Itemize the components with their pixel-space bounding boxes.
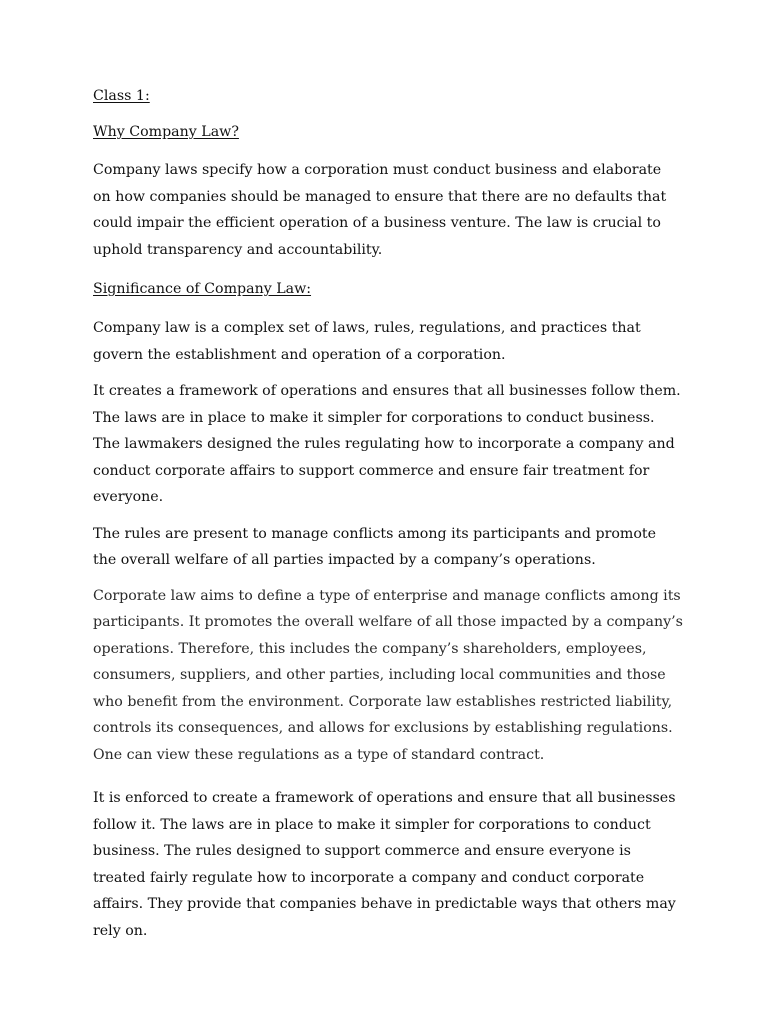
document-body	[93, 86, 683, 944]
paragraph-enforcement: It is enforced to create a framework of operations and ensure that all businesses follow it. The laws are in place to make it simpler for corporations to conduct business. The rules designed to support commerce and ensure everyone is treated fairly regulate how to incorporate a company and conduct corporate affairs. They provide that companies behave in predictable ways that others may rely on.	[93, 790, 676, 939]
paragraph-definition: Company law is a complex set of laws, rules, regulations, and practices that govern the establishment and operation of a corporation.	[93, 320, 641, 363]
paragraph-corporate-law: Corporate law aims to define a type of enterprise and manage conflicts among its participants. It promotes the overall welfare of all those impacted by a company’s operations. Therefore, this includes the company’s shareholders, employees, consumers, suppliers, and other parties, including local communities and those who benefit from the environment. Corporate law establishes restricted liability, controls its consequences, and allows for exclusions by establishing regulations. One can view these regulations as a type of standard contract.	[93, 587, 683, 763]
significance-heading: Significance of Company Law:	[93, 281, 312, 297]
class-heading: Class 1:	[93, 88, 150, 104]
why-company-law-paragraph: Company laws specify how a corporation must conduct business and elaborate on how companies should be managed to ensure that there are no defaults that could impair the efficient operation of a business venture. The law is crucial to uphold transparency and accountability.	[93, 162, 667, 258]
paragraph-framework: It creates a framework of operations and ensures that all businesses follow them. The laws are in place to make it simpler for corporations to conduct business. The lawmakers designed the rules regulating how to incorporate a company and conduct corporate affairs to support commerce and ensure fair treatment for everyone.	[93, 383, 681, 505]
paragraph-conflicts: The rules are present to manage conflicts among its participants and promote the overall welfare of all parties impacted by a company’s operations.	[93, 525, 657, 568]
why-company-law-heading: Why Company Law?	[93, 124, 239, 140]
